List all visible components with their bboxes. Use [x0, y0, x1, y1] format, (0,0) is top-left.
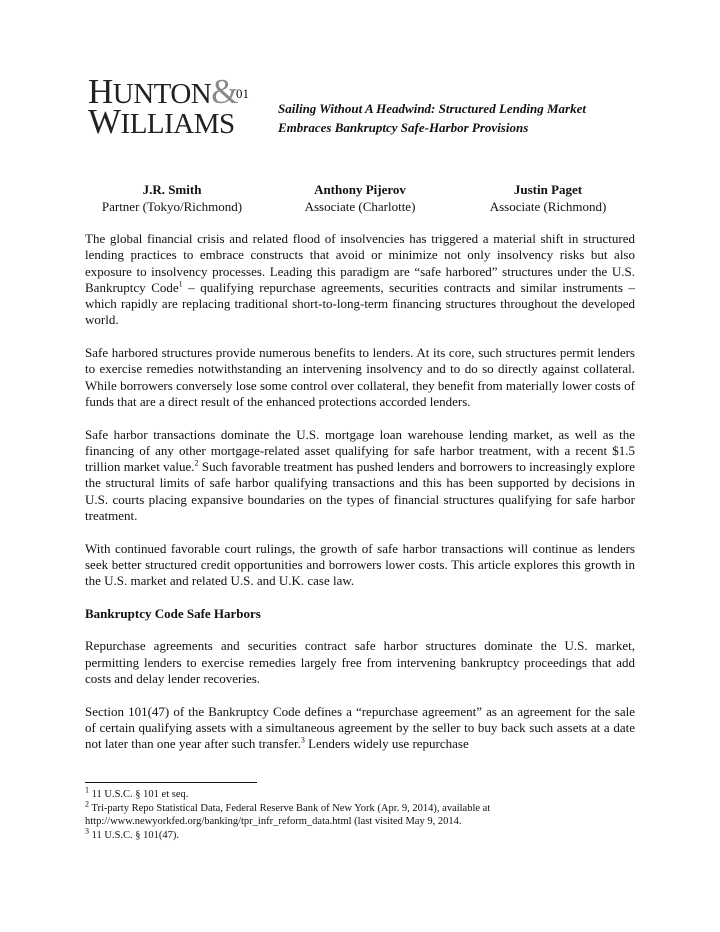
paragraph-1: The global financial crisis and related flood of insolvencies has triggered a material shift in structured lending practices to embrace constructs that avoid or minimize not only insolvency risks but also exposure to insolvency processes. Leading this paradigm are “safe harbored” structures under the U.S. Bankruptcy Code$^1$ – qualifying repurchase agreements, securities contracts and similar instruments – which rapidly are replacing traditional short-to-long-term financing structures throughout the developed world.	[85, 231, 635, 328]
author-name: J.R. Smith	[142, 182, 202, 197]
article-body	[85, 231, 635, 769]
author-pijerov	[270, 181, 450, 215]
footnote-ref-1[interactable]: 1	[178, 279, 183, 289]
logo-line-hunton: HUNTON&	[88, 72, 238, 111]
paragraph-2: Safe harbored structures provide numerous benefits to lenders. At its core, such structures permit lenders to exercise remedies notwithstanding an intervening insolvency and to do so directly against collateral. While borrowers conversely lose some control over collateral, they benefit from materially lower costs of funds that are a direct result of the enhanced protections accorded lenders.	[85, 345, 635, 409]
document-title	[278, 99, 658, 137]
hunton-williams-logo	[88, 72, 238, 141]
footnote-2: $^2$ Tri-party Repo Statistical Data, Federal Reserve Bank of New York (Apr. 9, 2014), available at	[85, 799, 491, 814]
footnotes	[85, 785, 645, 842]
title-line-2: Embraces Bankruptcy Safe-Harbor Provisions	[278, 120, 529, 135]
title-line-1: Sailing Without A Headwind: Structured Lending Market	[278, 101, 586, 116]
paragraph-6: Section 101(47) of the Bankruptcy Code defines a “repurchase agreement” as an agreement for the sale of certain qualifying assets with a simultaneous agreement by the seller to buy back such assets at a date not later than one year after such transfer.$^3$ Lenders widely use repurchase	[85, 703, 635, 752]
footnote-2-link[interactable]: http://www.newyorkfed.org/banking/tpr_infr_reform_data.html (last visited May 9, 2014.	[85, 816, 462, 827]
footnote-1: $^1$ 11 U.S.C. § 101 et seq.	[85, 785, 189, 800]
paragraph-5: Repurchase agreements and securities contract safe harbor structures dominate the U.S. market, permitting lenders to exercise remedies largely free from intervening bankruptcy proceedings that add costs and delay lender recoveries.	[85, 638, 635, 687]
author-role: Associate (Charlotte)	[304, 199, 416, 214]
paragraph-4: With continued favorable court rulings, the growth of safe harbor transactions will continue as lenders seek better structured credit opportunities and borrowers lower costs. This article explores this growth in the U.S. market and related U.S. and U.K. case law.	[85, 540, 635, 589]
footnote-3: $^3$ 11 U.S.C. § 101(47).	[85, 826, 180, 841]
footnote-ref-3[interactable]: 3	[300, 735, 305, 745]
paragraph-3: Safe harbor transactions dominate the U.S. mortgage loan warehouse lending market, as well as the financing of any other mortgage-related asset qualifying for safe harbor treatment, with a recent $1.5 trillion market value.$^2$ Such favorable treatment has pushed lenders and borrowers to increasingly explore the structural limits of safe harbor qualifying transactions and this has been supported by decisions in U.S. courts placing expansive boundaries on the types of financial structures qualifying for safe harbor treatment.	[85, 426, 636, 524]
author-name: Justin Paget	[513, 182, 583, 197]
author-role: Associate (Richmond)	[489, 199, 607, 214]
section-heading: Bankruptcy Code Safe Harbors	[85, 605, 261, 621]
author-smith	[82, 181, 262, 215]
author-paget	[458, 181, 638, 215]
logo-line-williams: WILLIAMS	[88, 102, 235, 141]
page-number: 01	[236, 86, 249, 101]
author-role: Partner (Tokyo/Richmond)	[101, 199, 243, 214]
author-name: Anthony Pijerov	[314, 182, 406, 197]
footnote-divider	[85, 782, 257, 783]
footnote-ref-2[interactable]: 2	[194, 458, 199, 468]
